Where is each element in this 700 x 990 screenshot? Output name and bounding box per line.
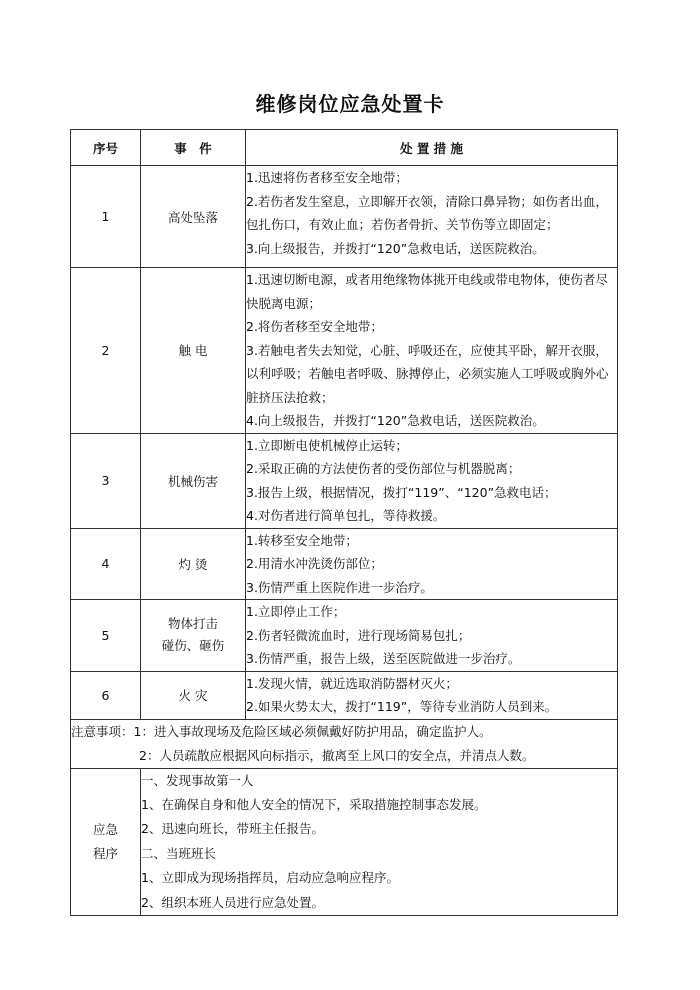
note-line-2: 2：人员疏散应根据风向标指示，撤离至上风口的安全点，并清点人数。 xyxy=(139,747,535,763)
measure-line: 包扎伤口，有效止血；若伤者骨折、关节伤等立即固定； xyxy=(246,217,559,232)
row-num: 5 xyxy=(71,600,141,672)
table-row xyxy=(71,433,618,528)
measure-line: 3.伤情严重，报告上级，送至医院做进一步治疗。 xyxy=(246,651,521,666)
table-row xyxy=(71,528,618,600)
procedure-step: 二、当班班长 xyxy=(141,845,217,861)
notes-row xyxy=(71,719,618,768)
procedure-label xyxy=(71,768,141,915)
page-title: 维修岗位应急处置卡 xyxy=(255,92,445,116)
row-event: 高处坠落 xyxy=(141,166,246,268)
measure-line: 2.如果火势太大，拨打“119”，等待专业消防人员到来。 xyxy=(246,699,558,714)
row-event: 触 电 xyxy=(141,268,246,434)
measure-line: 2.用清水冲洗烫伤部位； xyxy=(246,556,383,571)
procedure-step: 1、立即成为现场指挥员，启动应急响应程序。 xyxy=(141,870,399,886)
procedure-row xyxy=(71,768,618,915)
measure-line: 以利呼吸；若触电者呼吸、脉搏停止，必须实施人工呼吸或胸外心 xyxy=(246,366,609,381)
header-row xyxy=(71,130,618,166)
procedure-steps xyxy=(141,768,618,915)
measure-line: 1.迅速将伤者移至安全地带； xyxy=(246,170,408,185)
measure-line: 1.立即断电使机械停止运转； xyxy=(246,437,408,453)
measure-line: 1.立即停止工作； xyxy=(246,604,346,619)
procedure-step: 1、在确保自身和他人安全的情况下，采取措施控制事态发展。 xyxy=(141,796,487,812)
row-measures xyxy=(246,528,618,600)
row-num: 3 xyxy=(71,433,141,528)
measure-line: 3.若触电者失去知觉，心脏、呼吸还在，应使其平卧，解开衣服， xyxy=(246,342,608,358)
table-row xyxy=(71,600,618,672)
measure-line: 3.向上级报告，并拨打“120”急救电话，送医院救治。 xyxy=(246,240,545,256)
table-row xyxy=(71,268,618,434)
measure-line: 1.发现火情，就近选取消防器材灭火； xyxy=(246,675,458,691)
row-event: 机械伤害 xyxy=(141,433,246,528)
procedure-step: 2、组织本班人员进行应急处置。 xyxy=(141,894,324,910)
row-num: 6 xyxy=(71,671,141,719)
header-num: 序号 xyxy=(71,130,141,166)
row-measures xyxy=(246,600,618,672)
measure-line: 2.将伤者移至安全地带； xyxy=(246,319,383,334)
measure-line: 4.对伤者进行简单包扎，等待救援。 xyxy=(246,508,446,523)
note-line-1: 注意事项：1：进入事故现场及危险区域必须佩戴好防护用品，确定监护人。 xyxy=(71,723,492,739)
row-event xyxy=(141,600,246,672)
measure-line: 4.向上级报告，并拨打“120”急救电话，送医院救治。 xyxy=(246,413,545,428)
header-measures: 处 置 措 施 xyxy=(246,130,618,166)
row-event: 灼 烫 xyxy=(141,528,246,600)
procedure-step: 2、迅速向班长，带班主任报告。 xyxy=(141,821,324,837)
row-measures xyxy=(246,671,618,719)
row-measures xyxy=(246,268,618,434)
procedure-label-line: 程序 xyxy=(92,845,118,861)
measure-line: 快脱离电源； xyxy=(246,295,322,311)
measure-line: 3.伤情严重上医院作进一步治疗。 xyxy=(246,579,433,595)
row-num: 2 xyxy=(71,268,141,434)
emergency-card-table xyxy=(70,129,618,916)
measure-line: 脏挤压法抢救； xyxy=(246,389,334,405)
notes-cell xyxy=(71,719,618,768)
measure-line: 2.采取正确的方法使伤者的受伤部位与机器脱离； xyxy=(246,461,521,476)
header-event: 事 件 xyxy=(141,130,246,166)
procedure-label-line: 应急 xyxy=(92,821,118,837)
procedure-step: 一、发现事故第一人 xyxy=(141,772,254,788)
row-event: 火 灾 xyxy=(141,671,246,719)
measure-line: 1.迅速切断电源，或者用绝缘物体挑开电线或带电物体，使伤者尽 xyxy=(246,272,608,287)
measure-line: 2.若伤者发生窒息，立即解开衣领，清除口鼻异物；如伤者出血， xyxy=(246,193,608,209)
measure-line: 1.转移至安全地带； xyxy=(246,532,358,548)
table-row xyxy=(71,166,618,268)
event-line: 碰伤、砸伤 xyxy=(161,638,225,654)
measure-line: 3.报告上级，根据情况，拨打“119”、“120”急救电话； xyxy=(246,484,557,500)
row-num: 1 xyxy=(71,166,141,268)
row-measures xyxy=(246,433,618,528)
table-row xyxy=(71,671,618,719)
measure-line: 2.伤者轻微流血时，进行现场简易包扎； xyxy=(246,627,471,643)
row-num: 4 xyxy=(71,528,141,600)
event-line: 物体打击 xyxy=(167,616,218,632)
row-measures xyxy=(246,166,618,268)
